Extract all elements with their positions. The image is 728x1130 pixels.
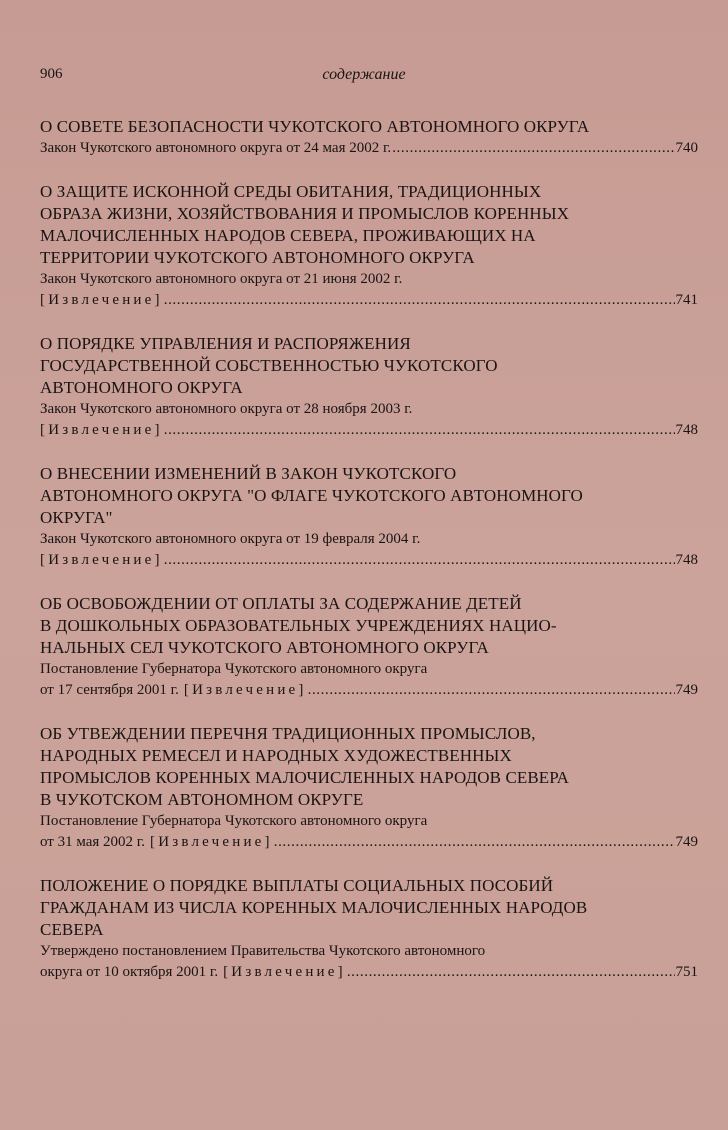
toc-entry: [40, 181, 698, 311]
entry-page-number: 751: [675, 964, 698, 980]
toc-entry: [40, 875, 698, 983]
dot-leader: [164, 420, 675, 441]
entry-title-line: СЕВЕРА: [40, 920, 104, 939]
entry-title: [40, 181, 698, 269]
entry-title: [40, 333, 698, 399]
toc-entries: [40, 116, 698, 1005]
entry-title-line: О ВНЕСЕНИИ ИЗМЕНЕНИЙ В ЗАКОН ЧУКОТСКОГО: [40, 464, 457, 483]
toc-leader-line: [40, 832, 698, 853]
entry-description: [40, 941, 698, 962]
toc-leader-line: [40, 138, 698, 159]
entry-title: [40, 463, 698, 529]
entry-description-line: Постановление Губернатора Чукотского автономного округа: [40, 813, 428, 829]
entry-description-line: Утверждено постановлением Правительства Чукотского автономного: [40, 943, 486, 959]
dot-leader: [392, 138, 674, 159]
entry-title-line: О ПОРЯДКЕ УПРАВЛЕНИЯ И РАСПОРЯЖЕНИЯ: [40, 334, 411, 353]
entry-source-text: от 31 мая 2002 г.: [40, 834, 146, 850]
entry-description-line: Постановление Губернатора Чукотского автономного округа: [40, 661, 428, 677]
entry-title: [40, 875, 698, 941]
entry-title-line: ГРАЖДАНАМ ИЗ ЧИСЛА КОРЕННЫХ МАЛОЧИСЛЕННЫХ НАРОДОВ: [40, 898, 588, 917]
entry-source-text: округа от 10 октября 2001 г.: [40, 964, 219, 980]
dot-leader: [164, 550, 675, 571]
toc-leader-line: [40, 680, 698, 701]
entry-title-line: ОБРАЗА ЖИЗНИ, ХОЗЯЙСТВОВАНИЯ И ПРОМЫСЛОВ КОРЕННЫХ: [40, 204, 570, 223]
entry-title: [40, 116, 698, 138]
entry-source-text: [Извлечение]: [40, 552, 163, 568]
entry-title-line: ОКРУГА": [40, 508, 113, 527]
entry-source-text: [Извлечение]: [40, 422, 163, 438]
running-title: содержание: [322, 66, 406, 83]
entry-description-line: Закон Чукотского автономного округа от 21 июня 2002 г.: [40, 271, 403, 287]
entry-title-line: ПОЛОЖЕНИЕ О ПОРЯДКЕ ВЫПЛАТЫ СОЦИАЛЬНЫХ ПОСОБИЙ: [40, 876, 554, 895]
entry-title-line: ОБ ОСВОБОЖДЕНИИ ОТ ОПЛАТЫ ЗА СОДЕРЖАНИЕ ДЕТЕЙ: [40, 594, 522, 613]
entry-description: [40, 399, 698, 420]
entry-description: [40, 529, 698, 550]
entry-title-line: В ДОШКОЛЬНЫХ ОБРАЗОВАТЕЛЬНЫХ УЧРЕЖДЕНИЯХ НАЦИО-: [40, 616, 557, 635]
entry-title-line: О СОВЕТЕ БЕЗОПАСНОСТИ ЧУКОТСКОГО АВТОНОМНОГО ОКРУГА: [40, 117, 590, 136]
toc-leader-line: [40, 420, 698, 441]
entry-title-line: ОБ УТВЕЖДЕНИИ ПЕРЕЧНЯ ТРАДИЦИОННЫХ ПРОМЫСЛОВ,: [40, 724, 536, 743]
entry-source-text: Закон Чукотского автономного округа от 24 мая 2002 г.: [40, 140, 392, 156]
entry-description: [40, 269, 698, 290]
entry-title-line: ГОСУДАРСТВЕННОЙ СОБСТВЕННОСТЬЮ ЧУКОТСКОГО: [40, 356, 498, 375]
entry-extract-marker: [Извлечение]: [183, 682, 307, 698]
entry-source-text: [Извлечение]: [40, 292, 163, 308]
entry-title-line: В ЧУКОТСКОМ АВТОНОМНОМ ОКРУГЕ: [40, 790, 364, 809]
entry-title-line: ПРОМЫСЛОВ КОРЕННЫХ МАЛОЧИСЛЕННЫХ НАРОДОВ СЕВЕРА: [40, 768, 570, 787]
entry-title: [40, 723, 698, 811]
toc-entry: [40, 333, 698, 441]
toc-entry: [40, 116, 698, 159]
dot-leader: [347, 962, 675, 983]
entry-title-line: НАРОДНЫХ РЕМЕСЕЛ И НАРОДНЫХ ХУДОЖЕСТВЕННЫХ: [40, 746, 512, 765]
entry-title-line: О ЗАЩИТЕ ИСКОННОЙ СРЕДЫ ОБИТАНИЯ, ТРАДИЦИОННЫХ: [40, 182, 542, 201]
entry-description-line: Закон Чукотского автономного округа от 19 февраля 2004 г.: [40, 531, 421, 547]
entry-page-number: 740: [675, 140, 698, 156]
toc-entry: [40, 723, 698, 853]
entry-title-line: АВТОНОМНОГО ОКРУГА: [40, 378, 243, 397]
dot-leader: [274, 832, 675, 853]
toc-entry: [40, 463, 698, 571]
dot-leader: [308, 680, 675, 701]
page-number: 906: [40, 66, 63, 82]
toc-entry: [40, 593, 698, 701]
entry-page-number: 741: [675, 292, 698, 308]
entry-title-line: ТЕРРИТОРИИ ЧУКОТСКОГО АВТОНОМНОГО ОКРУГА: [40, 248, 475, 267]
entry-title-line: НАЛЬНЫХ СЕЛ ЧУКОТСКОГО АВТОНОМНОГО ОКРУГА: [40, 638, 489, 657]
dot-leader: [164, 290, 675, 311]
entry-title-line: МАЛОЧИСЛЕННЫХ НАРОДОВ СЕВЕРА, ПРОЖИВАЮЩИХ НА: [40, 226, 536, 245]
entry-page-number: 749: [675, 834, 698, 850]
entry-page-number: 749: [675, 682, 698, 698]
entry-description: [40, 811, 698, 832]
entry-extract-marker: [Извлечение]: [150, 834, 273, 850]
page-header: [40, 66, 688, 90]
toc-leader-line: [40, 550, 698, 571]
entry-description: [40, 659, 698, 680]
entry-page-number: 748: [675, 552, 698, 568]
entry-page-number: 748: [675, 422, 698, 438]
entry-title-line: АВТОНОМНОГО ОКРУГА "О ФЛАГЕ ЧУКОТСКОГО АВТОНОМНОГО: [40, 486, 583, 505]
toc-leader-line: [40, 290, 698, 311]
entry-source-text: от 17 сентября 2001 г.: [40, 682, 179, 698]
entry-extract-marker: [Извлечение]: [223, 964, 346, 980]
entry-title: [40, 593, 698, 659]
toc-leader-line: [40, 962, 698, 983]
entry-description-line: Закон Чукотского автономного округа от 28 ноября 2003 г.: [40, 401, 413, 417]
